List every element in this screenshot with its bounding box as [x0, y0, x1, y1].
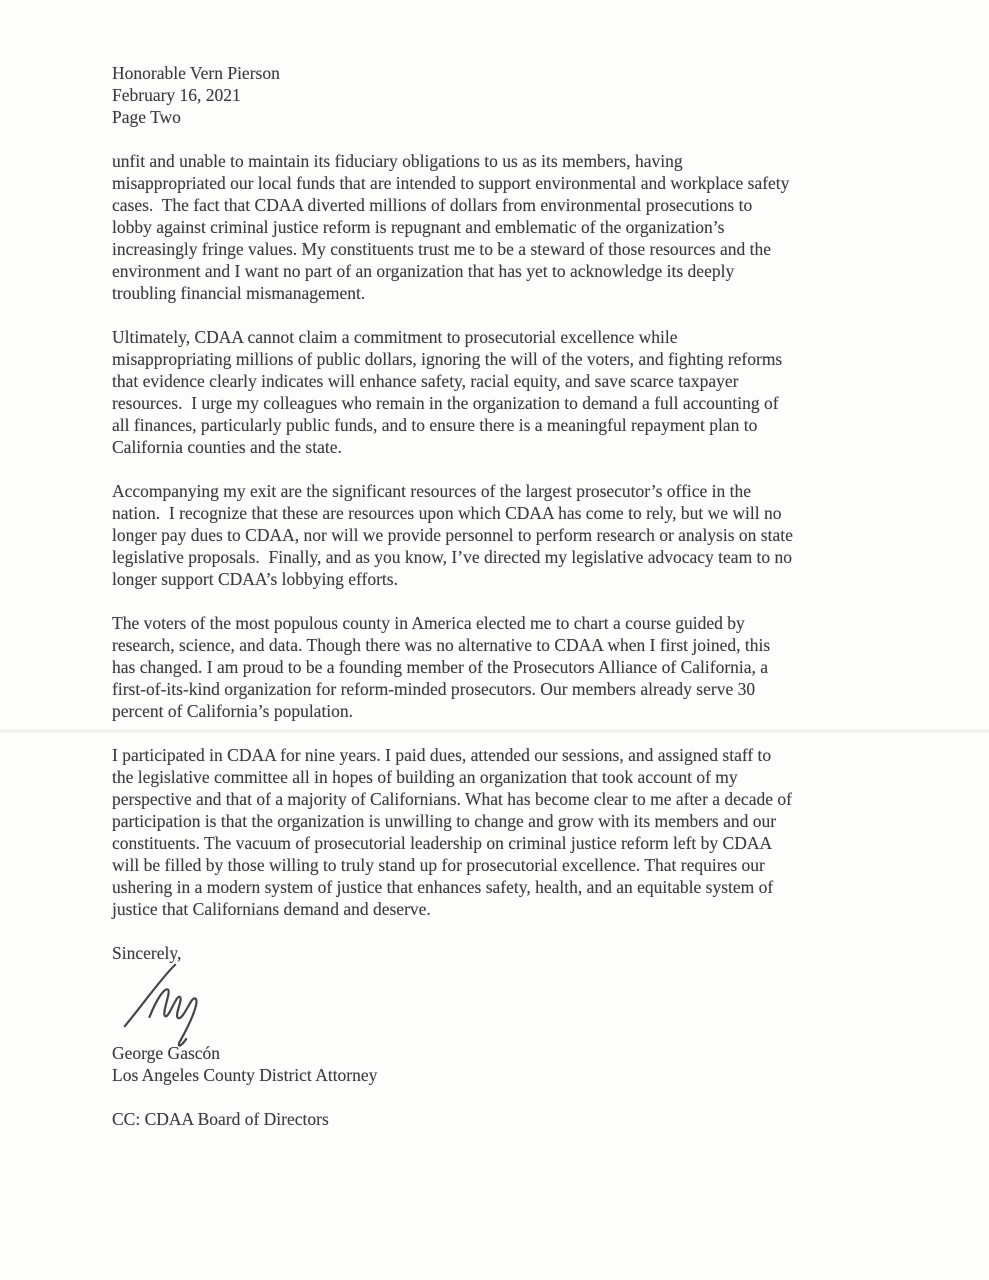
body-line: percent of California’s population.: [112, 701, 354, 721]
signer-title: Los Angeles County District Attorney: [112, 1065, 378, 1085]
body-line: ushering in a modern system of justice that enhances safety, health, and an equitable system of: [112, 877, 774, 897]
body-line: nation. I recognize that these are resources upon which CDAA has come to rely, but we will no: [112, 503, 782, 523]
page-number-label: Page Two: [112, 107, 181, 127]
body-line: constituents. The vacuum of prosecutorial leadership on criminal justice reform left by CDAA: [112, 833, 773, 853]
body-line: the legislative committee all in hopes of building an organization that took account of my: [112, 767, 738, 787]
body-line: Ultimately, CDAA cannot claim a commitment to prosecutorial excellence while: [112, 327, 678, 347]
body-line: participation is that the organization is unwilling to change and grow with its members and our: [112, 811, 777, 831]
body-line: increasingly fringe values. My constituents trust me to be a steward of those resources and the: [112, 239, 771, 259]
body-line: lobby against criminal justice reform is repugnant and emblematic of the organization’s: [112, 217, 725, 237]
body-line: perspective and that of a majority of Californians. What has become clear to me after a decade of: [112, 789, 792, 809]
body-line: Accompanying my exit are the significant resources of the largest prosecutor’s office in the: [112, 481, 752, 501]
paragraph: [112, 326, 912, 458]
paragraph: [112, 480, 912, 590]
body-line: California counties and the state.: [112, 437, 342, 457]
body-line: misappropriated our local funds that are intended to support environmental and workplace safety: [112, 173, 790, 193]
paragraph: [112, 612, 912, 722]
body-line: misappropriating millions of public dollars, ignoring the will of the voters, and fighting reforms: [112, 349, 783, 369]
body-line: resources. I urge my colleagues who remain in the organization to demand a full accounting of: [112, 393, 779, 413]
cc-line: CC: CDAA Board of Directors: [112, 1109, 329, 1129]
body-line: justice that Californians demand and deserve.: [112, 899, 431, 919]
body-line: longer pay dues to CDAA, nor will we provide personnel to perform research or analysis on state: [112, 525, 793, 545]
signature-block: [122, 966, 912, 1042]
body-line: unfit and unable to maintain its fiduciary obligations to us as its members, having: [112, 151, 683, 171]
body-line: legislative proposals. Finally, and as you know, I’ve directed my legislative advocacy team to no: [112, 547, 793, 567]
body-line: will be filled by those willing to truly stand up for prosecutorial excellence. That requires our: [112, 855, 765, 875]
letter-content: [112, 62, 912, 1130]
letter-header: [112, 62, 912, 128]
body-line: research, science, and data. Though there was no alternative to CDAA when I first joined, this: [112, 635, 771, 655]
body-line: The voters of the most populous county in America elected me to chart a course guided by: [112, 613, 745, 633]
body-line: longer support CDAA’s lobbying efforts.: [112, 569, 398, 589]
signature-scribble: [122, 960, 232, 1052]
paragraph: [112, 744, 912, 920]
body-line: cases. The fact that CDAA diverted millions of dollars from environmental prosecutions to: [112, 195, 753, 215]
recipient-name: Honorable Vern Pierson: [112, 63, 280, 83]
letter-date: February 16, 2021: [112, 85, 241, 105]
signer-name: George Gascón: [112, 1043, 221, 1063]
body-line: environment and I want no part of an organization that has yet to acknowledge its deeply: [112, 261, 735, 281]
body-line: that evidence clearly indicates will enhance safety, racial equity, and save scarce taxpayer: [112, 371, 739, 391]
body-line: troubling financial mismanagement.: [112, 283, 366, 303]
body-line: first-of-its-kind organization for reform-minded prosecutors. Our members already serve 30: [112, 679, 756, 699]
body-line: I participated in CDAA for nine years. I paid dues, attended our sessions, and assigned staff to: [112, 745, 772, 765]
letter-body: [112, 150, 912, 920]
paragraph: [112, 150, 912, 304]
body-line: all finances, particularly public funds, and to ensure there is a meaningful repayment plan to: [112, 415, 758, 435]
closing-salutation: Sincerely,: [112, 943, 182, 963]
body-line: has changed. I am proud to be a founding member of the Prosecutors Alliance of California, a: [112, 657, 769, 677]
